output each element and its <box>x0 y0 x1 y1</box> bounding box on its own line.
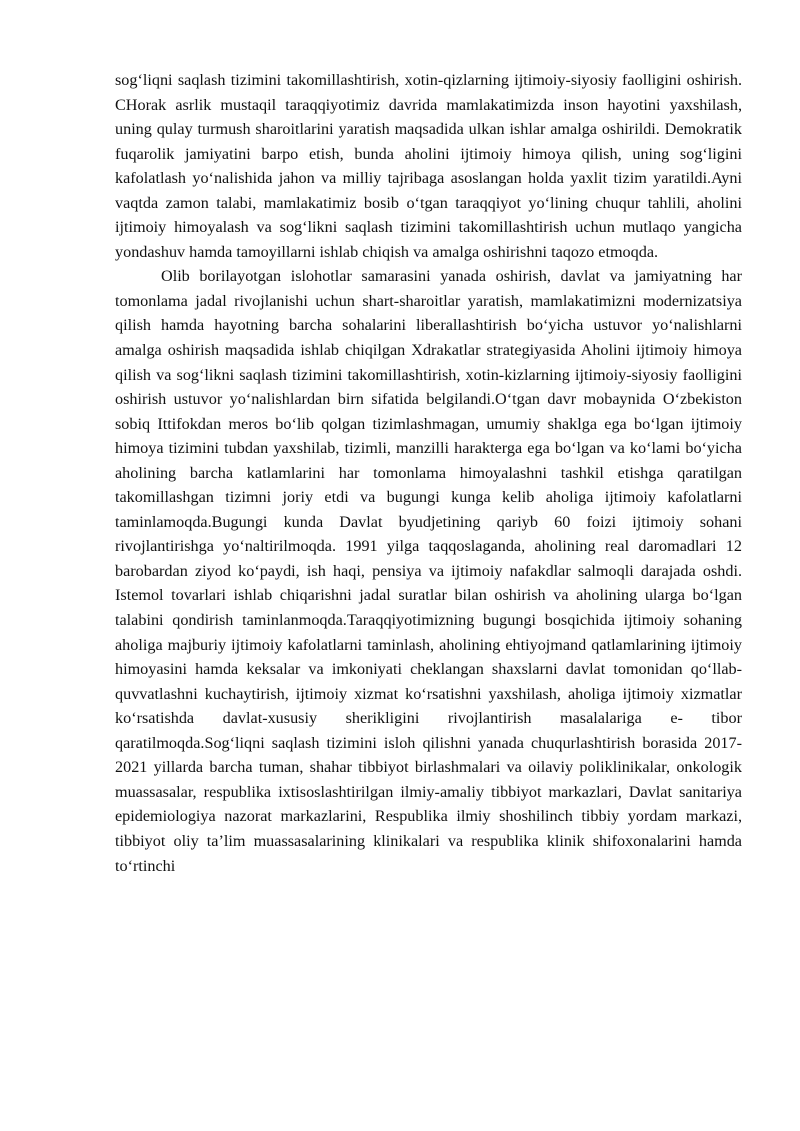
paragraph-continuation: sog‘liqni saqlash tizimini takomillashtirish, xotin-qizlarning ijtimoiy-siyosiy faolligini oshirish. CHorak asrlik mustaqil taraqqiyotimiz davrida mamlakatimizda inson hayotini yaxshilash, uning qulay turmush sharoitlarini yaratish maqsadida ulkan ishlar amalga oshirildi. Demokratik fuqarolik jamiyatini barpo etish, bunda aholini ijtimoiy himoya qilish, uning sog‘ligini kafolatlash yo‘nalishida jahon va milliy tajribaga asoslangan holda yaxlit tizim yaratildi.Ayni vaqtda zamon talabi, mamlakatimiz bosib o‘tgan taraqqiyot yo‘lining chuqur tahlili, aholini ijtimoiy himoyalash va sog‘likni saqlash tizimini takomillashtirish uchun mutlaqo yangicha yondashuv hamda tamoyillarni ishlab chiqish va amalga oshirishni taqozo etmoqda. <box>115 71 742 261</box>
paragraph-main: Olib borilayotgan islohotlar samarasini yanada oshirish, davlat va jamiyatning har tomonlama jadal rivojlanishi uchun shart-sharoitlar yaratish, mamlakatimizni modernizatsiya qilish hamda hayotning barcha sohalarini liberallashtirish bo‘yicha ustuvor yo‘nalishlarni amalga oshirish maqsadida ishlab chiqilgan Xdrakatlar strategiyasida Aholini ijtimoiy himoya qilish va sog‘likni saqlash tizimini takomillashtirish, xotin-kizlarning ijtimoiy-siyosiy faolligini oshirish ustuvor yo‘nalishlardan birn sifatida belgilandi.O‘tgan davr mobaynida O‘zbekiston sobiq Ittifokdan meros bo‘lib qolgan tizimlashmagan, umumiy shaklga ega bo‘lgan ijtimoiy himoya tizimini tubdan yaxshilab, tizimli, manzilli harakterga ega bo‘lgan va ko‘lami bo‘yicha aholining barcha katlamlarini har tomonlama himoyalashni tashkil etishga qaratilgan takomillashgan tizimni joriy etdi va bugungi kunga kelib aholiga ijtimoiy kafolatlarni taminlamoqda.Bugungi kunda Davlat byudjetining qariyb 60 foizi ijtimoiy sohani rivojlantirishga yo‘naltirilmoqda. 1991 yilga taqqoslaganda, aholining real daromadlari 12 barobardan ziyod ko‘paydi, ish haqi, pensiya va ijtimoiy nafakdlar salmoqli darajada oshdi. Istemol tovarlari ishlab chiqarishni jadal suratlar bilan oshirish va aholining ularga bo‘lgan talabini qondirish taminlanmoqda.Taraqqiyotimizning bugungi bosqichida ijtimoiy sohaning aholiga majburiy ijtimoiy kafolatlarni taminlash, aholining ehtiyojmand qatlamlarining ijtimoiy himoyasini hamda keksalar va imkoniyati cheklangan shaxslarni davlat tomonidan qo‘llab- quvvatlashni kuchaytirish, ijtimoiy xizmat ko‘rsatishni yaxshilash, aholiga ijtimoiy xizmatlar ko‘rsatishda davlat-xususiy sherikligini rivojlantirish masalalariga e- tibor qaratilmoqda.Sog‘liqni saqlash tizimini isloh qilishni yanada chuqurlashtirish borasida 2017-2021 yillarda barcha tuman, shahar tibbiyot birlashmalari va oilaviy poliklinikalar, onkologik muassasalar, respublika ixtisoslashtirilgan ilmiy-amaliy tibbiyot markazlari, Davlat sanitariya epidemiologiya nazorat markazlarini, Respublika ilmiy shoshilinch tibbiy yordam markazi, tibbiyot oliy ta’lim muassasalarining klinikalari va respublika klinik shifoxonalarini hamda to‘rtinchi <box>115 267 742 875</box>
body-text <box>115 68 742 878</box>
